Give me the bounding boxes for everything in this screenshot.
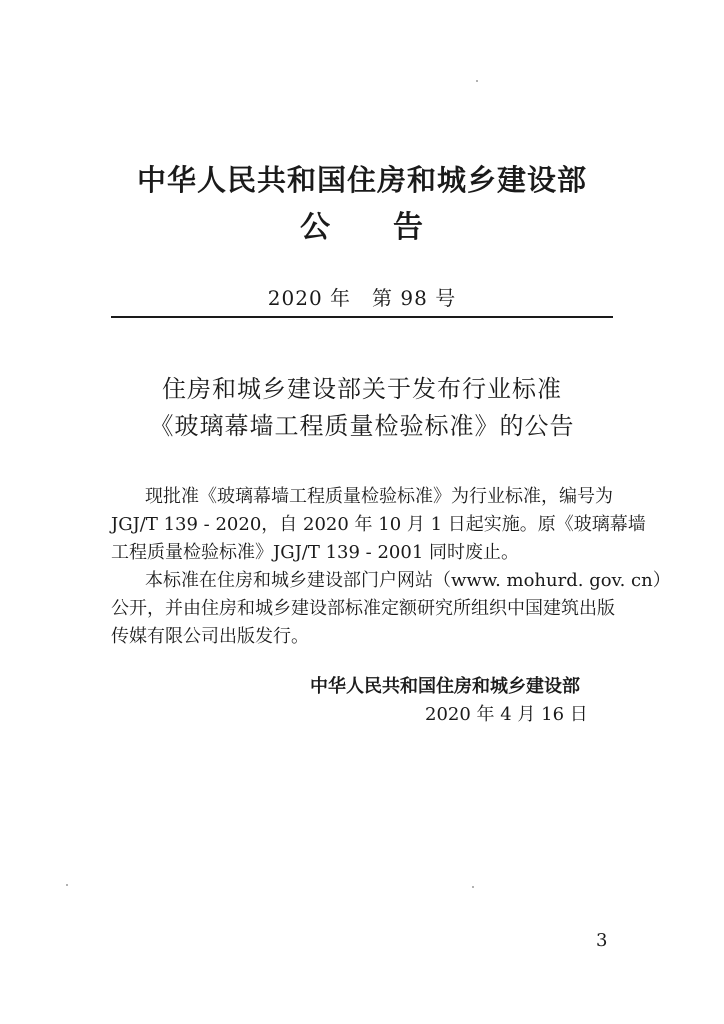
announcement-title-line-2: 《玻璃幕墙工程质量检验标准》的公告 xyxy=(149,412,575,440)
signature-date: 2020 年 4 月 16 日 xyxy=(425,704,588,725)
body-paragraph-1-line-1: 现批准《玻璃幕墙工程质量检验标准》为行业标准，编号为 xyxy=(145,486,613,507)
issuer-heading: 中华人民共和国住房和城乡建设部 xyxy=(136,163,587,197)
scan-speck xyxy=(472,886,474,888)
body-paragraph-2-line-2: 公开，并由住房和城乡建设部标准定额研究所组织中国建筑出版 xyxy=(111,598,615,619)
document-number: 2020 年 第 98 号 xyxy=(267,286,457,310)
header-divider xyxy=(111,316,613,318)
body-paragraph-2-line-3: 传媒有限公司出版发行。 xyxy=(111,626,309,647)
document-type-heading: 公 告 xyxy=(300,210,424,245)
body-paragraph-1-line-3: 工程质量检验标准》JGJ/T 139 - 2001 同时废止。 xyxy=(111,542,520,563)
scan-speck xyxy=(476,80,478,82)
scan-speck xyxy=(66,884,68,886)
body-paragraph-2-line-1: 本标准在住房和城乡建设部门户网站（www. mohurd. gov. cn） xyxy=(145,570,671,591)
signature-organization: 中华人民共和国住房和城乡建设部 xyxy=(310,676,580,697)
page-number: 3 xyxy=(596,930,608,951)
announcement-title-line-1: 住房和城乡建设部关于发布行业标准 xyxy=(162,375,562,403)
body-paragraph-1-line-2: JGJ/T 139 - 2020，自 2020 年 10 月 1 日起实施。原《玻璃幕墙 xyxy=(111,514,646,535)
